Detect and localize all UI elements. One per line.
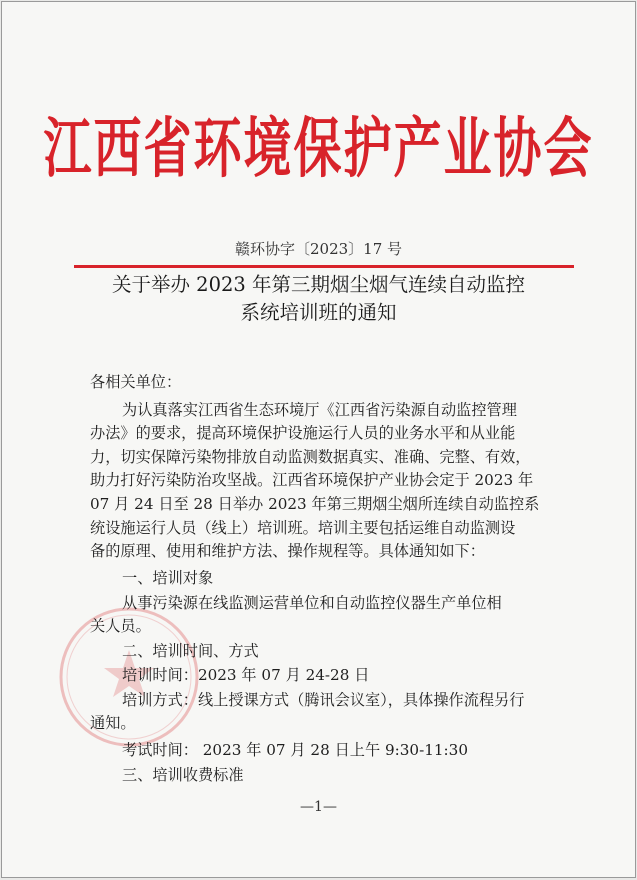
document-page [1,1,636,878]
body-line: 为认真落实江西省生态环境厅《江西省污染源自动监控管理 [122,401,517,419]
section-heading: 一、培训对象 [122,569,214,587]
salutation: 各相关单位： [90,373,182,391]
title-line-2: 系统培训班的通知 [240,301,397,324]
body-line: 培训时间：2023 年 07 月 24-28 日 [122,666,370,684]
document-number: 赣环协字〔2023〕17 号 [234,240,403,258]
body-line: 关人员。 [90,617,151,635]
body-line: 力，切实保障污染物排放自动监测数据真实、准确、完整、有效， [90,448,531,466]
body-line: 通知。 [90,714,136,732]
body-line: 备的原理、使用和维护方法、操作规程等。具体通知如下： [90,542,485,560]
body-line: 从事污染源在线监测运营单位和自动监控仪器生产单位相 [122,594,502,612]
section-heading: 二、培训时间、方式 [122,642,259,660]
organization-masthead: 江西省环境保护产业协会 [43,110,594,187]
page-number: —1— [300,799,337,815]
body-text [90,2,560,878]
body-line: 培训方式：线上授课方式（腾讯会议室），具体操作流程另行 [122,691,525,709]
body-line: 办法》的要求，提高环境保护设施运行人员的业务水平和从业能 [90,424,516,442]
body-line: 07 月 24 日至 28 日举办 2023 年第三期烟尘烟所连续自动监控系 [90,495,540,513]
body-line: 助力打好污染防治攻坚战。江西省环境保护产业协会定于 2023 年 [90,471,534,489]
body-line: 考试时间： 2023 年 07 月 28 日上午 9:30-11:30 [122,741,468,759]
title-line-1: 关于举办 2023 年第三期烟尘烟气连续自动监控 [111,273,526,296]
body-line: 统设施运行人员（线上）培训班。培训主要包括运维自动监测设 [90,519,516,537]
section-heading: 三、培训收费标准 [122,766,244,784]
